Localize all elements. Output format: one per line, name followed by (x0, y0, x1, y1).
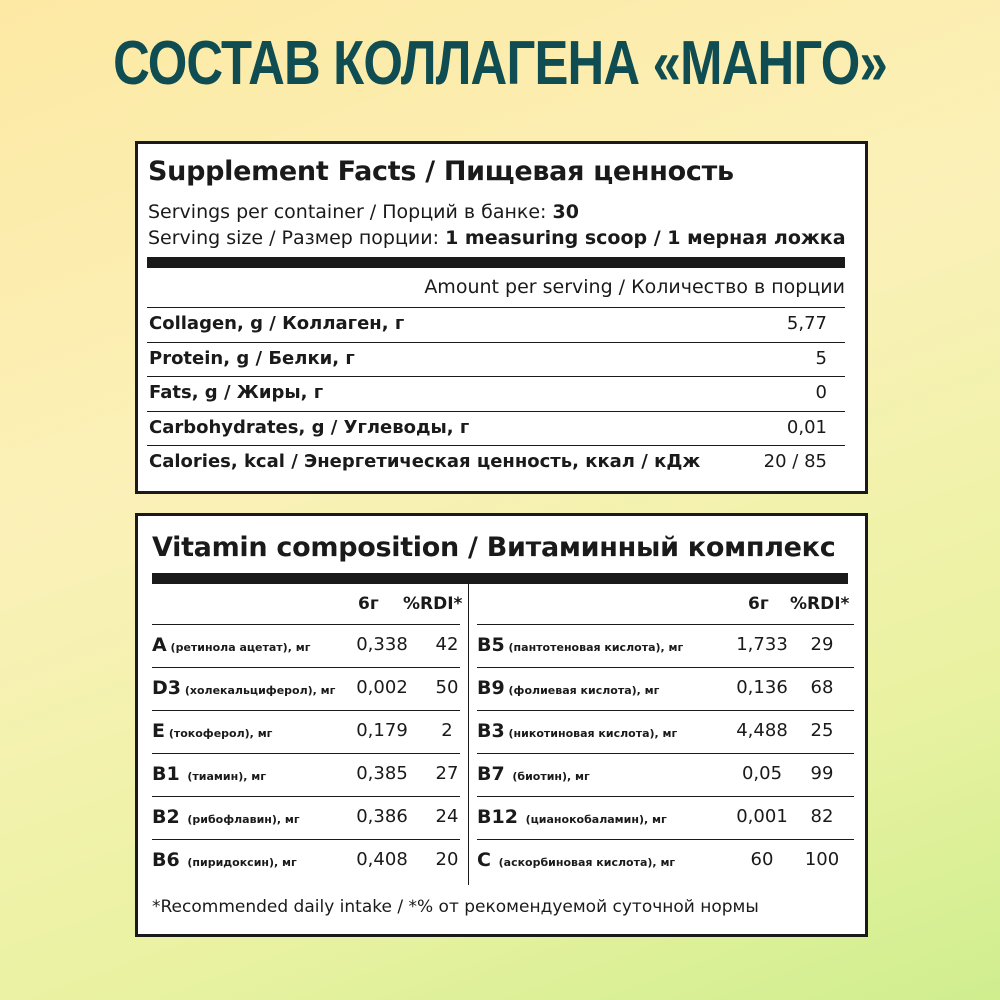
vitamin-name (477, 677, 659, 699)
vitamin-header-divider (152, 573, 848, 584)
vitamin-row (152, 710, 460, 753)
vitamin-amount: 0,179 (356, 720, 408, 741)
vitamin-name (477, 634, 683, 656)
nutrition-label: Fats, g / Жиры, г (149, 382, 324, 403)
vitamin-row (477, 710, 854, 753)
vitamin-name (477, 806, 667, 828)
supplement-facts-panel (135, 141, 868, 494)
page-title: СОСТАВ КОЛЛАГЕНА «МАНГО» (113, 29, 887, 98)
vitamin-code: B12 (477, 806, 518, 828)
vitamin-amount: 0,338 (356, 634, 408, 655)
vitamin-amount: 0,385 (356, 763, 408, 784)
nutrition-label: Collagen, g / Коллаген, г (149, 313, 405, 334)
amount-per-serving-header: Amount per serving / Количество в порции (424, 276, 845, 298)
vitamin-code: C (477, 849, 491, 871)
vitamin-code: B1 (152, 763, 180, 785)
vitamin-name (152, 677, 335, 699)
vitamin-row (152, 753, 460, 796)
vitamin-amount: 4,488 (736, 720, 788, 741)
vitamin-amount: 1,733 (736, 634, 788, 655)
serving-size-value: 1 measuring scoop / 1 мерная ложка (445, 227, 846, 249)
vitamin-code: A (152, 634, 167, 656)
vitamin-amount: 0,001 (736, 806, 788, 827)
vitamin-panel (135, 513, 868, 937)
vitamin-code: B2 (152, 806, 180, 828)
vitamin-amount: 0,136 (736, 677, 788, 698)
vitamin-code: B7 (477, 763, 505, 785)
nutrition-label: Calories, kcal / Энергетическая ценность, ккал / кДж (149, 451, 701, 472)
vitamin-rdi: 27 (435, 763, 459, 784)
vitamin-row (477, 753, 854, 796)
vitamin-rdi: 2 (441, 720, 453, 741)
vitamin-description: (рибофлавин), мг (179, 813, 300, 826)
supplement-facts-title: Supplement Facts / Пищевая ценность (148, 156, 734, 187)
nutrition-label: Protein, g / Белки, г (149, 347, 355, 369)
nutrition-value: 20 / 85 (763, 451, 827, 472)
nutrition-value: 5 (815, 347, 827, 369)
vitamin-description: (аскорбиновая кислота), мг (490, 856, 676, 869)
right-col-amount-header: 6г (748, 594, 769, 614)
servings-label: Servings per container / Порций в банке: (148, 201, 553, 223)
vitamin-rdi: 99 (810, 763, 834, 784)
header-divider (147, 257, 845, 268)
vitamin-name (477, 720, 677, 742)
servings-line (148, 201, 579, 223)
vitamin-rdi: 42 (435, 634, 459, 655)
vitamin-description: (никотиновая кислота), мг (504, 727, 678, 740)
vitamin-name (477, 849, 675, 871)
servings-value: 30 (552, 201, 579, 223)
nutrition-row (147, 342, 845, 376)
vitamin-description: (цианокобаламин), мг (517, 813, 667, 826)
vitamin-description: (токоферол), мг (164, 727, 273, 740)
vitamin-rdi: 100 (804, 849, 840, 870)
nutrition-row (147, 445, 845, 479)
vitamin-name (152, 634, 310, 656)
vitamin-code: B3 (477, 720, 505, 742)
vitamin-name (152, 763, 266, 785)
nutrition-value: 0 (815, 382, 827, 403)
rdi-footnote: *Recommended daily intake / *% от рекомендуемой суточной нормы (152, 897, 759, 917)
vitamin-rdi: 24 (435, 806, 459, 827)
vitamin-description: (тиамин), мг (179, 770, 266, 783)
vitamin-amount: 0,386 (356, 806, 408, 827)
vitamin-name (477, 763, 590, 785)
vitamin-amount: 60 (750, 849, 774, 870)
vitamin-description: (пантотеновая кислота), мг (504, 641, 684, 654)
vitamin-row (477, 839, 854, 882)
vitamin-code: B6 (152, 849, 180, 871)
vitamin-rdi: 68 (810, 677, 834, 698)
nutrition-value: 0,01 (786, 416, 827, 438)
nutrition-row (147, 307, 845, 341)
vitamin-name (152, 806, 300, 828)
right-col-rdi-header: %RDI* (790, 594, 850, 614)
vitamin-rdi: 20 (435, 849, 459, 870)
vitamin-title: Vitamin composition / Витаминный комплекс (152, 532, 836, 563)
vitamin-description: (ретинола ацетат), мг (166, 641, 311, 654)
vitamin-name (152, 849, 297, 871)
left-col-amount-header: 6г (358, 594, 379, 614)
vitamin-row (477, 796, 854, 839)
vitamin-rdi: 82 (810, 806, 834, 827)
vitamin-row (152, 667, 460, 710)
vitamin-code: E (152, 720, 165, 742)
vitamin-description: (холекальциферол), мг (181, 684, 336, 697)
serving-size-label: Serving size / Размер порции: (148, 227, 446, 249)
vitamin-row (477, 624, 854, 667)
vitamin-row (152, 796, 460, 839)
vitamin-amount: 0,05 (741, 763, 783, 784)
vitamin-code: D3 (152, 677, 181, 699)
vitamin-rdi: 25 (810, 720, 834, 741)
nutrition-value: 5,77 (786, 313, 827, 334)
vitamin-rdi: 29 (810, 634, 834, 655)
vitamin-name (152, 720, 272, 742)
vitamin-description: (пиридоксин), мг (179, 856, 297, 869)
vitamin-amount: 0,408 (356, 849, 408, 870)
nutrition-label: Carbohydrates, g / Углеводы, г (149, 416, 470, 438)
vitamin-code: B9 (477, 677, 505, 699)
vitamin-row (152, 624, 460, 667)
vitamin-header-rule (477, 624, 854, 625)
vitamin-header-rule (152, 624, 460, 625)
vitamin-description: (фолиевая кислота), мг (504, 684, 660, 697)
vitamin-amount: 0,002 (356, 677, 408, 698)
vitamin-row (152, 839, 460, 882)
nutrition-row (147, 376, 845, 410)
vitamin-rdi: 50 (435, 677, 459, 698)
vitamin-row (477, 667, 854, 710)
vitamin-description: (биотин), мг (504, 770, 590, 783)
nutrition-row (147, 411, 845, 445)
serving-size-line (148, 227, 846, 249)
left-col-rdi-header: %RDI* (403, 594, 463, 614)
vitamin-code: B5 (477, 634, 505, 656)
